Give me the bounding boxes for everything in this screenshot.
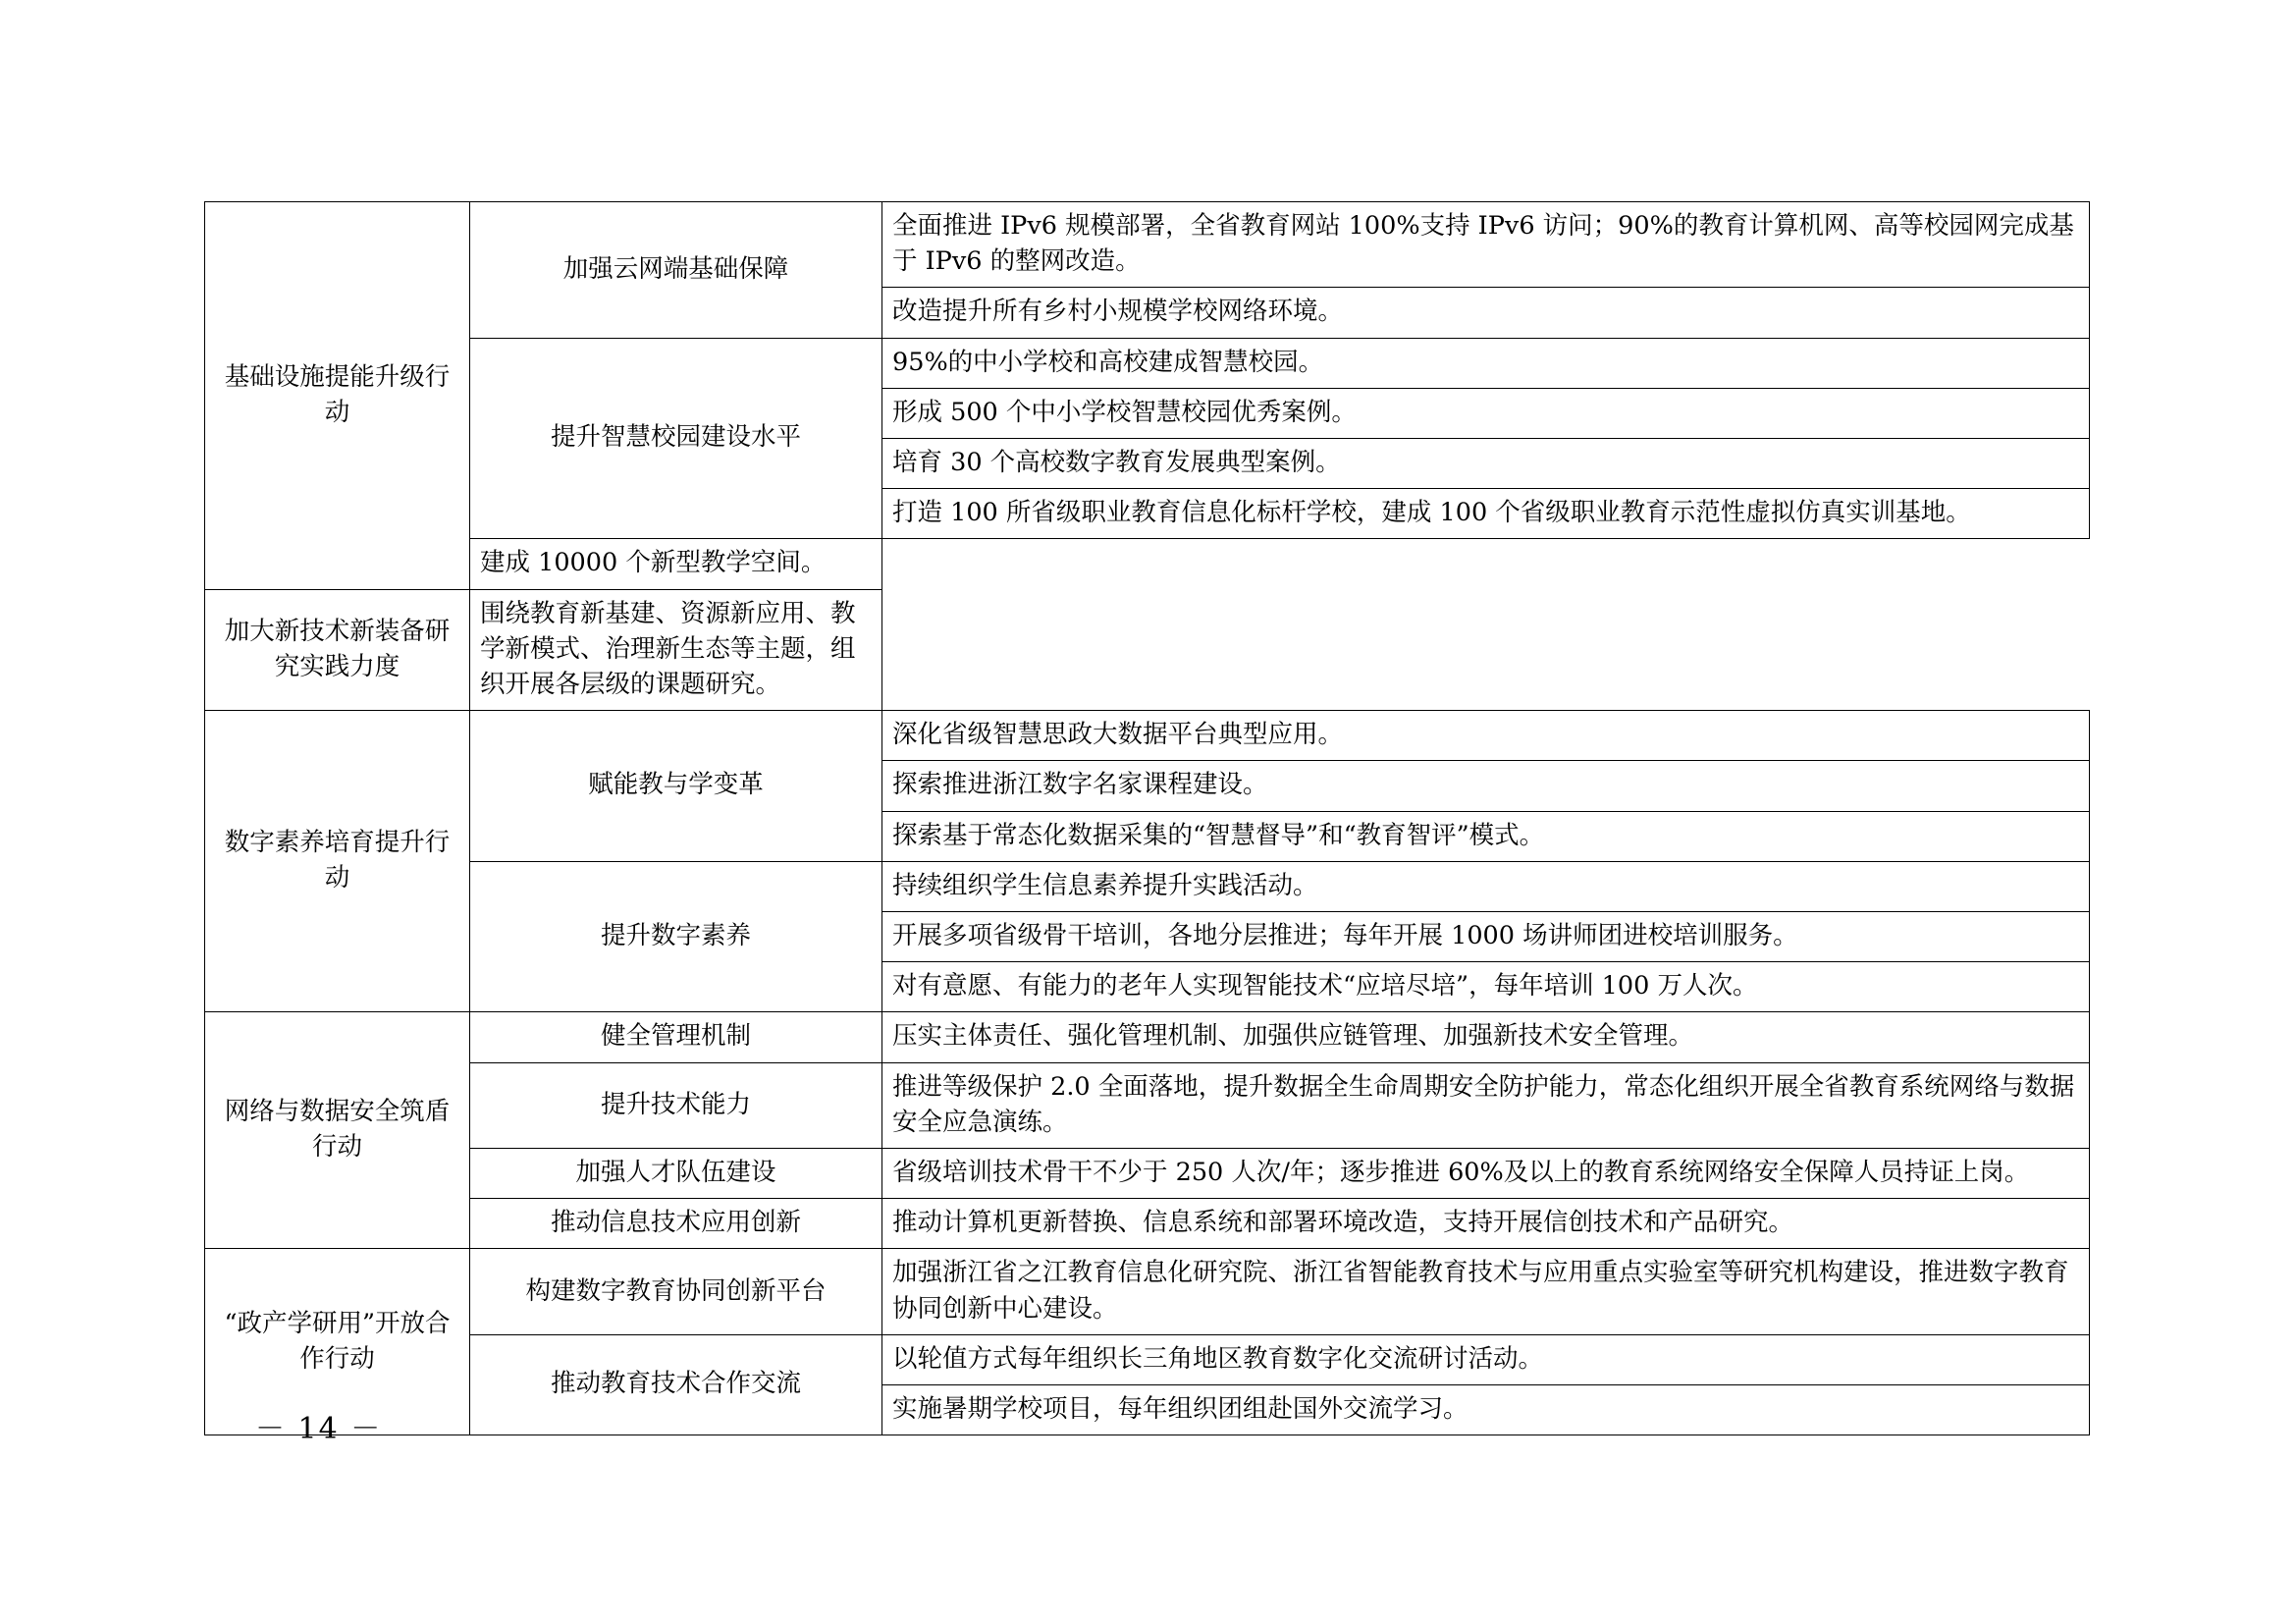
task-cell: 提升智慧校园建设水平 (470, 338, 882, 539)
table-row (205, 1199, 2090, 1249)
task-cell: 加大新技术新装备研究实践力度 (205, 589, 470, 711)
detail-cell: 打造 100 所省级职业教育信息化标杆学校，建成 100 个省级职业教育示范性虚拟仿真实训基地。 (882, 489, 2090, 539)
detail-cell: 形成 500 个中小学校智慧校园优秀案例。 (882, 388, 2090, 438)
task-cell: 赋能教与学变革 (470, 711, 882, 862)
table-row (205, 711, 2090, 761)
table-row (205, 1249, 2090, 1334)
table-row (205, 1062, 2090, 1148)
detail-cell: 探索基于常态化数据采集的“智慧督导”和“教育智评”模式。 (882, 811, 2090, 861)
action-cell: “政产学研用”开放合作行动 (205, 1249, 470, 1435)
detail-cell: 建成 10000 个新型教学空间。 (470, 539, 882, 589)
detail-cell: 改造提升所有乡村小规模学校网络环境。 (882, 288, 2090, 338)
task-cell: 健全管理机制 (470, 1012, 882, 1062)
table-row (205, 539, 2090, 589)
detail-cell: 对有意愿、有能力的老年人实现智能技术“应培尽培”，每年培训 100 万人次。 (882, 962, 2090, 1012)
task-cell: 提升技术能力 (470, 1062, 882, 1148)
table-body (205, 202, 2090, 1435)
table-row (205, 861, 2090, 911)
detail-cell: 推进等级保护 2.0 全面落地，提升数据全生命周期安全防护能力，常态化组织开展全省教育系统网络与数据安全应急演练。 (882, 1062, 2090, 1148)
action-plan-table (204, 201, 2090, 1435)
table-row (205, 202, 2090, 288)
table-row (205, 338, 2090, 388)
action-cell: 基础设施提能升级行动 (205, 202, 470, 590)
page-number: － 14 － (255, 1412, 383, 1446)
detail-cell: 全面推进 IPv6 规模部署，全省教育网站 100%支持 IPv6 访问；90%的教育计算机网、高等校园网完成基于 IPv6 的整网改造。 (882, 202, 2090, 288)
detail-cell: 围绕教育新基建、资源新应用、教学新模式、治理新生态等主题，组织开展各层级的课题研究。 (470, 589, 882, 711)
table-row (205, 589, 2090, 711)
detail-cell: 以轮值方式每年组织长三角地区教育数字化交流研讨活动。 (882, 1334, 2090, 1384)
task-cell: 加强人才队伍建设 (470, 1149, 882, 1199)
task-cell: 提升数字素养 (470, 861, 882, 1012)
detail-cell: 加强浙江省之江教育信息化研究院、浙江省智能教育技术与应用重点实验室等研究机构建设，推进数字教育协同创新中心建设。 (882, 1249, 2090, 1334)
detail-cell: 推动计算机更新替换、信息系统和部署环境改造，支持开展信创技术和产品研究。 (882, 1199, 2090, 1249)
task-cell: 推动信息技术应用创新 (470, 1199, 882, 1249)
detail-cell: 95%的中小学校和高校建成智慧校园。 (882, 338, 2090, 388)
action-cell: 数字素养培育提升行动 (205, 711, 470, 1012)
detail-cell: 省级培训技术骨干不少于 250 人次/年；逐步推进 60%及以上的教育系统网络安全保障人员持证上岗。 (882, 1149, 2090, 1199)
table-row (205, 1012, 2090, 1062)
table-row (205, 1334, 2090, 1384)
detail-cell: 探索推进浙江数字名家课程建设。 (882, 761, 2090, 811)
detail-cell: 压实主体责任、强化管理机制、加强供应链管理、加强新技术安全管理。 (882, 1012, 2090, 1062)
detail-cell: 开展多项省级骨干培训，各地分层推进；每年开展 1000 场讲师团进校培训服务。 (882, 912, 2090, 962)
task-cell: 构建数字教育协同创新平台 (470, 1249, 882, 1334)
detail-cell: 培育 30 个高校数字教育发展典型案例。 (882, 439, 2090, 489)
task-cell: 加强云网端基础保障 (470, 202, 882, 339)
detail-cell: 实施暑期学校项目，每年组织团组赴国外交流学习。 (882, 1385, 2090, 1435)
task-cell: 推动教育技术合作交流 (470, 1334, 882, 1435)
detail-cell: 深化省级智慧思政大数据平台典型应用。 (882, 711, 2090, 761)
action-cell: 网络与数据安全筑盾行动 (205, 1012, 470, 1249)
detail-cell: 持续组织学生信息素养提升实践活动。 (882, 861, 2090, 911)
table-row (205, 1149, 2090, 1199)
